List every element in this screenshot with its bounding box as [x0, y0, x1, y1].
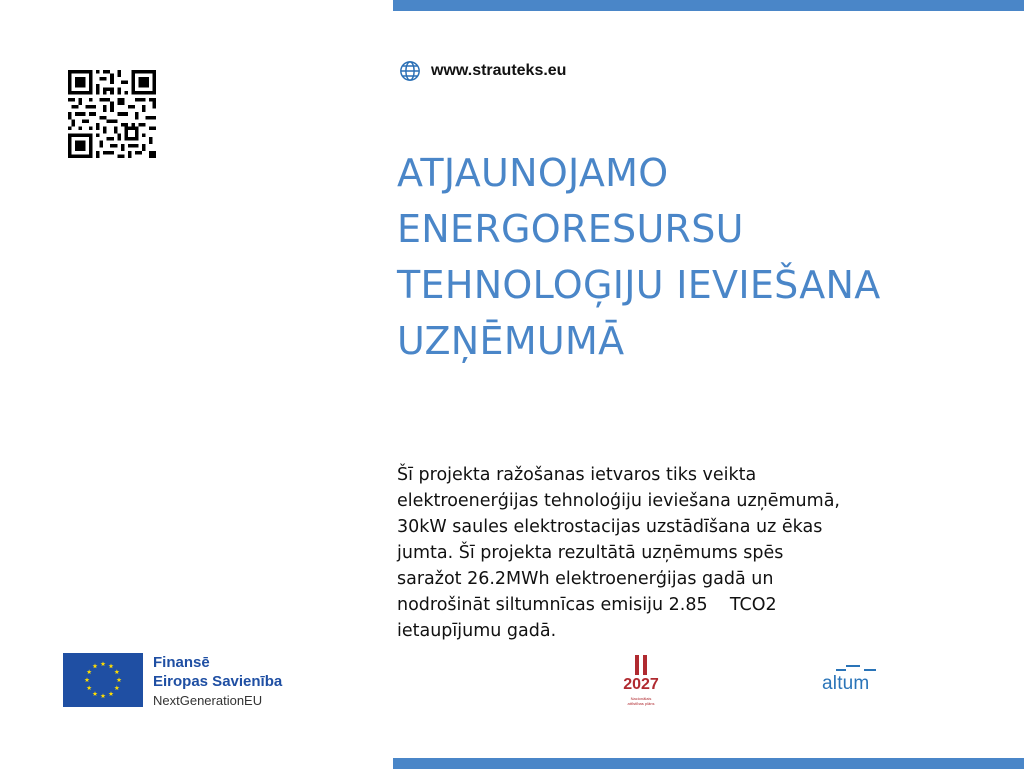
website-url[interactable]: www.strauteks.eu [431, 62, 567, 79]
bottom-accent-bar [393, 758, 1024, 769]
description-line: 30kW saules elektrostacijas uzstādīšana uz ēkas [397, 517, 823, 537]
top-accent-bar [393, 0, 1024, 11]
plan-bars-icon [616, 652, 666, 678]
description-line: Šī projekta ražošanas ietvaros tiks veikta [397, 465, 757, 485]
description-line: saražot 26.2MWh elektroenerģijas gadā un [397, 569, 774, 589]
description-line: elektroenerģijas tehnoloģiju ieviešana uzņēmumā, [397, 491, 840, 511]
eu-funding-line3: NextGenerationEU [153, 693, 263, 708]
qr-code[interactable] [68, 70, 156, 158]
title-line: TEHNOLOĢIJU IEVIEŠANA [397, 263, 881, 307]
eu-funding-logo [63, 653, 282, 711]
eu-funding-line2: Eiropas Savienība [153, 673, 283, 690]
plan-caption-line1: Nacionālais [630, 696, 652, 701]
eu-flag-icon [63, 653, 143, 707]
eu-funding-line1: Finansē [153, 654, 210, 671]
plan-year: 2027 [623, 676, 659, 693]
website-link[interactable] [399, 60, 566, 82]
national-plan-2027-logo [616, 652, 666, 710]
plan-caption-line2: attīstības plāns [627, 701, 655, 706]
title-line: ENERGORESURSU [397, 207, 744, 251]
page-title [397, 145, 997, 369]
project-description [397, 462, 917, 644]
description-line: ietaupījumu gadā. [397, 621, 557, 641]
title-line: ATJAUNOJAMO [397, 151, 669, 195]
globe-icon [399, 60, 421, 82]
altum-logo [822, 665, 884, 695]
altum-wordmark: altum [822, 673, 870, 694]
description-line: nodrošināt siltumnīcas emisiju 2.85 TCO2 [397, 595, 777, 615]
description-line: jumta. Šī projekta rezultātā uzņēmums spēs [397, 543, 784, 563]
plan-caption [616, 696, 666, 706]
title-line: UZŅĒMUMĀ [397, 319, 625, 363]
